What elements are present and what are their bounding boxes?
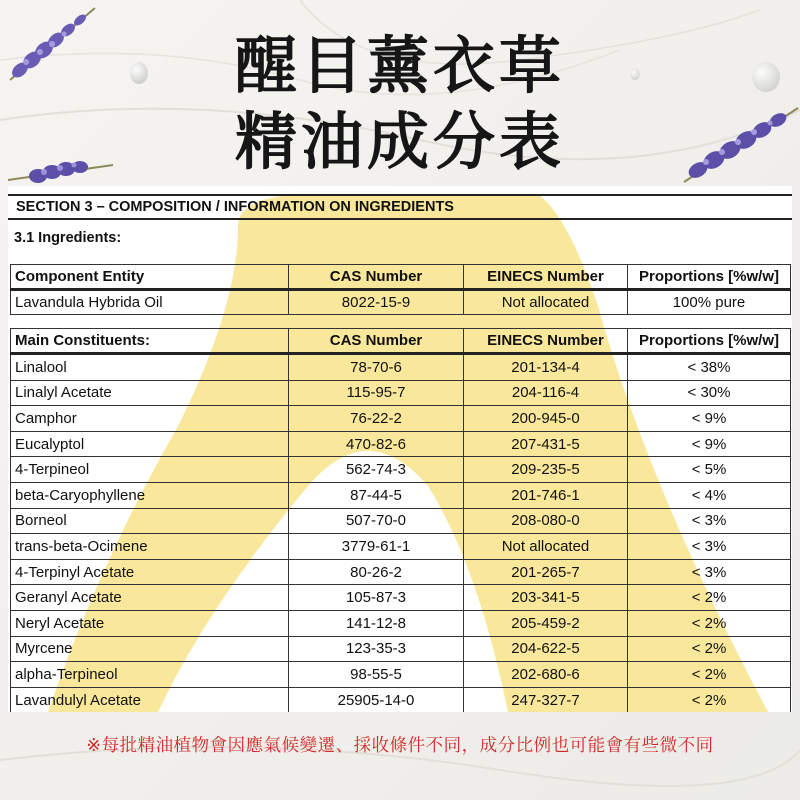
table-row [11,290,791,315]
table-cell: < 9% [628,406,791,432]
column-header: EINECS Number [464,265,628,290]
table-row [11,508,791,534]
table-cell: 207-431-5 [464,431,628,457]
table-cell: 78-70-6 [289,354,464,381]
table-row [11,354,791,381]
table-cell: 76-22-2 [289,406,464,432]
column-header: Proportions [%w/w] [628,265,791,290]
table-cell: < 38% [628,354,791,381]
table-row [11,585,791,611]
table-cell: < 5% [628,457,791,483]
table-cell: alpha-Terpineol [11,662,289,688]
table-cell: < 3% [628,559,791,585]
table-cell: Eucalyptol [11,431,289,457]
column-header: CAS Number [289,329,464,354]
table-cell: Neryl Acetate [11,610,289,636]
table-cell: < 2% [628,636,791,662]
table-cell: 25905-14-0 [289,687,464,712]
column-header: Main Constituents: [11,329,289,354]
table-cell: < 9% [628,431,791,457]
table-cell: 3779-61-1 [289,534,464,560]
table-header-row [11,265,791,290]
table-row [11,406,791,432]
page-title [0,28,800,180]
table-row [11,559,791,585]
ingredients-subheading: 3.1 Ingredients: [14,230,122,246]
table-cell: < 30% [628,380,791,406]
table-cell: 200-945-0 [464,406,628,432]
table-cell: < 3% [628,534,791,560]
table-cell: Not allocated [464,290,628,315]
table-cell: 4-Terpineol [11,457,289,483]
table-cell: 204-622-5 [464,636,628,662]
table-cell: trans-beta-Ocimene [11,534,289,560]
table-row [11,636,791,662]
table-cell: Geranyl Acetate [11,585,289,611]
table-cell: 4-Terpinyl Acetate [11,559,289,585]
table-cell: < 3% [628,508,791,534]
table-row [11,431,791,457]
table-cell: < 2% [628,662,791,688]
footnote-disclaimer: ※每批精油植物會因應氣候變遷、採收條件不同，成分比例也可能會有些微不同 [86,736,714,756]
table-cell: 105-87-3 [289,585,464,611]
table-cell: 562-74-3 [289,457,464,483]
table-row [11,457,791,483]
table-row [11,534,791,560]
table-cell: Lavandula Hybrida Oil [11,290,289,315]
table-cell: Borneol [11,508,289,534]
table-cell: < 4% [628,482,791,508]
table-cell: Myrcene [11,636,289,662]
table-cell: 123-35-3 [289,636,464,662]
column-header: Component Entity [11,265,289,290]
table-cell: 208-080-0 [464,508,628,534]
column-header: CAS Number [289,265,464,290]
table-cell: 247-327-7 [464,687,628,712]
table-cell: 100% pure [628,290,791,315]
table-row [11,662,791,688]
composition-content [8,186,792,712]
table-cell: Linalyl Acetate [11,380,289,406]
table-cell: < 2% [628,585,791,611]
table-cell: 209-235-5 [464,457,628,483]
table-cell: 205-459-2 [464,610,628,636]
table-cell: < 2% [628,610,791,636]
table-cell: < 2% [628,687,791,712]
table-cell: 203-341-5 [464,585,628,611]
table-cell: 8022-15-9 [289,290,464,315]
title-line-1: 醒目薰衣草 [234,29,565,102]
table-cell: 507-70-0 [289,508,464,534]
table-cell: Lavandulyl Acetate [11,687,289,712]
table-row [11,610,791,636]
composition-sheet [8,186,792,712]
table-cell: Not allocated [464,534,628,560]
table-cell: 201-134-4 [464,354,628,381]
table-cell: 470-82-6 [289,431,464,457]
table-cell: 204-116-4 [464,380,628,406]
column-header: Proportions [%w/w] [628,329,791,354]
table-cell: 115-95-7 [289,380,464,406]
table-row [11,482,791,508]
table-cell: 98-55-5 [289,662,464,688]
main-constituents-table [10,328,791,712]
table-cell: 202-680-6 [464,662,628,688]
table-cell: 141-12-8 [289,610,464,636]
table-cell: beta-Caryophyllene [11,482,289,508]
table-cell: Camphor [11,406,289,432]
column-header: EINECS Number [464,329,628,354]
table-header-row [11,329,791,354]
table-row [11,687,791,712]
table-cell: 201-746-1 [464,482,628,508]
table-row [11,380,791,406]
table-cell: Linalool [11,354,289,381]
table-cell: 80-26-2 [289,559,464,585]
section-heading: SECTION 3 – COMPOSITION / INFORMATION ON INGREDIENTS [8,194,792,220]
title-line-2: 精油成分表 [234,105,565,178]
component-entity-table [10,264,791,315]
table-cell: 87-44-5 [289,482,464,508]
table-cell: 201-265-7 [464,559,628,585]
